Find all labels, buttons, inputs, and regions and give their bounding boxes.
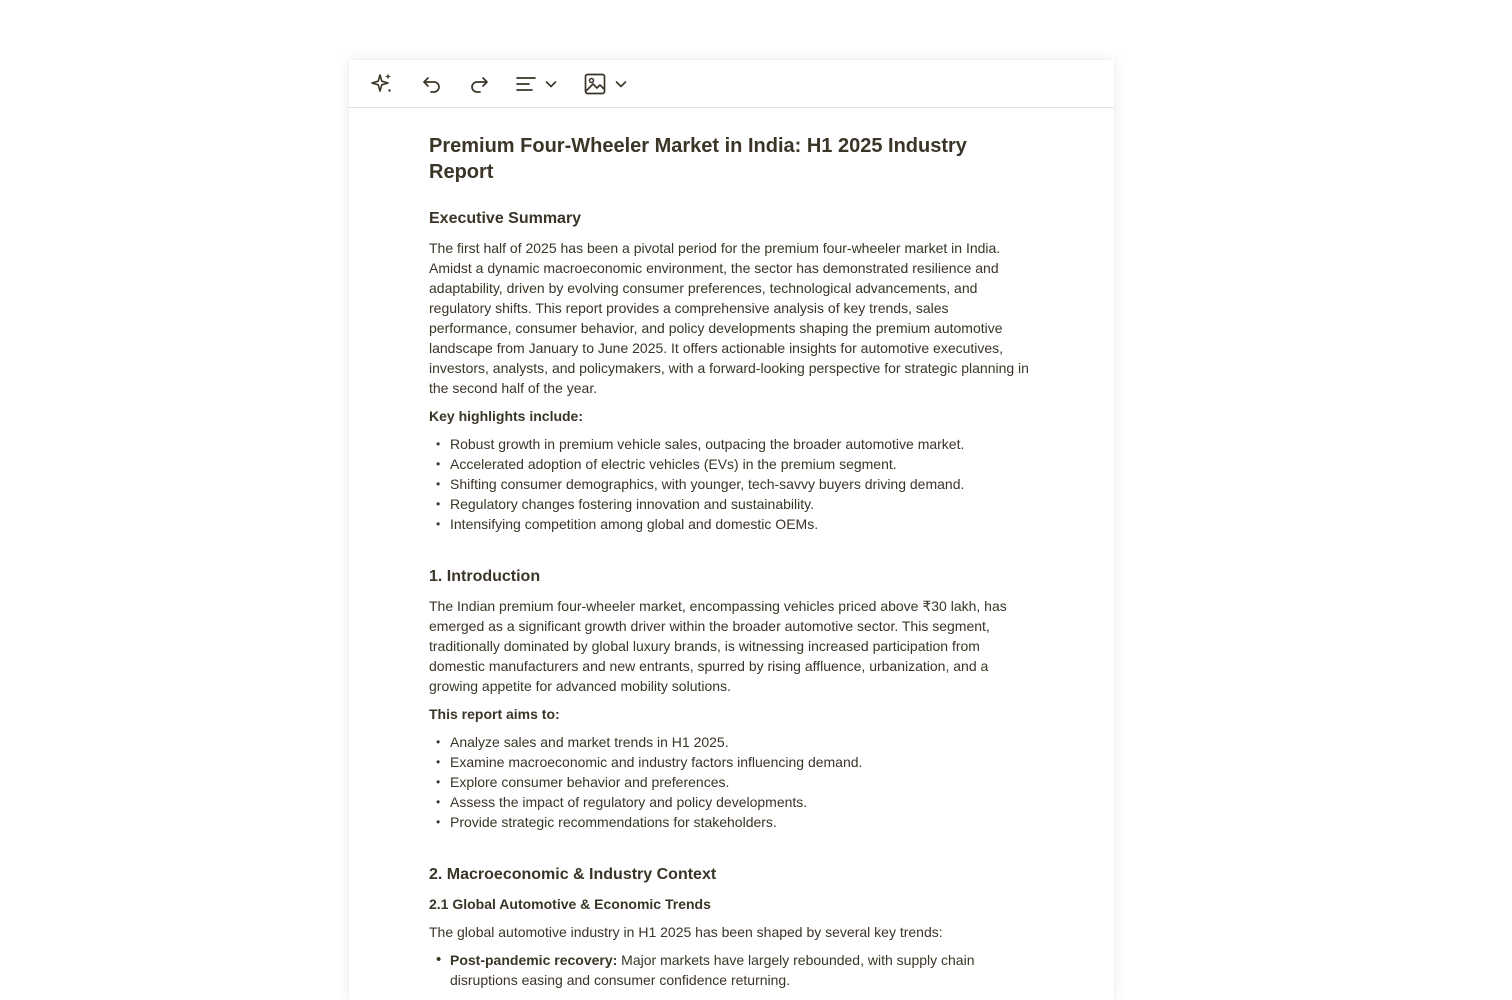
ai-assist-button[interactable] <box>369 72 395 96</box>
introduction-heading: 1. Introduction <box>429 568 541 585</box>
global-trends-subheading: 2.1 Global Automotive & Economic Trends <box>429 896 711 912</box>
global-trends-paragraph: The global automotive industry in H1 2025 has been shaped by several key trends: <box>429 924 943 940</box>
trends-list <box>429 950 1034 990</box>
macro-context-heading: 2. Macroeconomic & Industry Context <box>429 866 717 883</box>
list-item: • Robust growth in premium vehicle sales, outpacing the broader automotive market. <box>429 434 1034 454</box>
executive-summary-heading: Executive Summary <box>429 210 582 227</box>
aims-list <box>429 732 1034 832</box>
undo-button[interactable] <box>421 72 443 96</box>
list-item: • Shifting consumer demographics, with younger, tech-savvy buyers driving demand. <box>429 474 1034 494</box>
list-item: • Analyze sales and market trends in H1 2025. <box>429 732 1034 752</box>
executive-summary-paragraph: The first half of 2025 has been a pivotal period for the premium four-wheeler market in India. Amidst a dynamic macroeconomic environment, the sector has demonstrated resilience and adaptability, driven by evolving consumer preferences, technological advancements, and regulatory shifts. This report provides a comprehensive analysis of key trends, sales performance, consumer behavior, and policy developments shaping the premium automotive landscape from January to June 2025. It offers actionable insights for automotive executives, investors, analysts, and policymakers, with a forward-looking perspective for strategic planning in the second half of the year. <box>429 240 1029 396</box>
list-item <box>429 950 1034 990</box>
chevron-down-icon <box>614 77 628 91</box>
list-item: • Accelerated adoption of electric vehicles (EVs) in the premium segment. <box>429 454 1034 474</box>
list-item: • Explore consumer behavior and preferences. <box>429 772 1034 792</box>
insert-image-dropdown[interactable] <box>583 72 628 96</box>
editor-toolbar <box>349 60 1114 108</box>
highlights-list <box>429 434 1034 534</box>
text-align-dropdown[interactable] <box>515 72 558 96</box>
sparkles-icon <box>369 71 395 97</box>
trend-term: Post-pandemic recovery: <box>450 952 618 968</box>
list-item: • Assess the impact of regulatory and policy developments. <box>429 792 1034 812</box>
highlights-lead: Key highlights include: <box>429 408 584 424</box>
list-item: • Examine macroeconomic and industry factors influencing demand. <box>429 752 1034 772</box>
list-item: • Regulatory changes fostering innovation and sustainability. <box>429 494 1034 514</box>
undo-icon <box>421 73 443 95</box>
image-icon <box>583 72 607 96</box>
redo-button[interactable] <box>468 72 490 96</box>
document-body[interactable] <box>429 107 1034 990</box>
document-page <box>349 60 1114 1000</box>
trend-text: Major markets have largely rebounded, with supply chain disruptions easing and consumer confidence returning. <box>450 952 975 988</box>
list-item: • Intensifying competition among global and domestic OEMs. <box>429 514 1034 534</box>
aims-lead: This report aims to: <box>429 706 560 722</box>
align-left-icon <box>515 73 537 95</box>
list-item: • Provide strategic recommendations for stakeholders. <box>429 812 1034 832</box>
chevron-down-icon <box>544 77 558 91</box>
document-title: Premium Four-Wheeler Market in India: H1 2025 Industry Report <box>429 135 967 183</box>
introduction-paragraph: The Indian premium four-wheeler market, encompassing vehicles priced above ₹30 lakh, has emerged as a significant growth driver within the broader automotive sector. This segment, traditionally dominated by global luxury brands, is witnessing increased participation from domestic manufacturers and new entrants, spurred by rising affluence, urbanization, and a growing appetite for advanced mobility solutions. <box>429 598 1007 694</box>
redo-icon <box>468 73 490 95</box>
